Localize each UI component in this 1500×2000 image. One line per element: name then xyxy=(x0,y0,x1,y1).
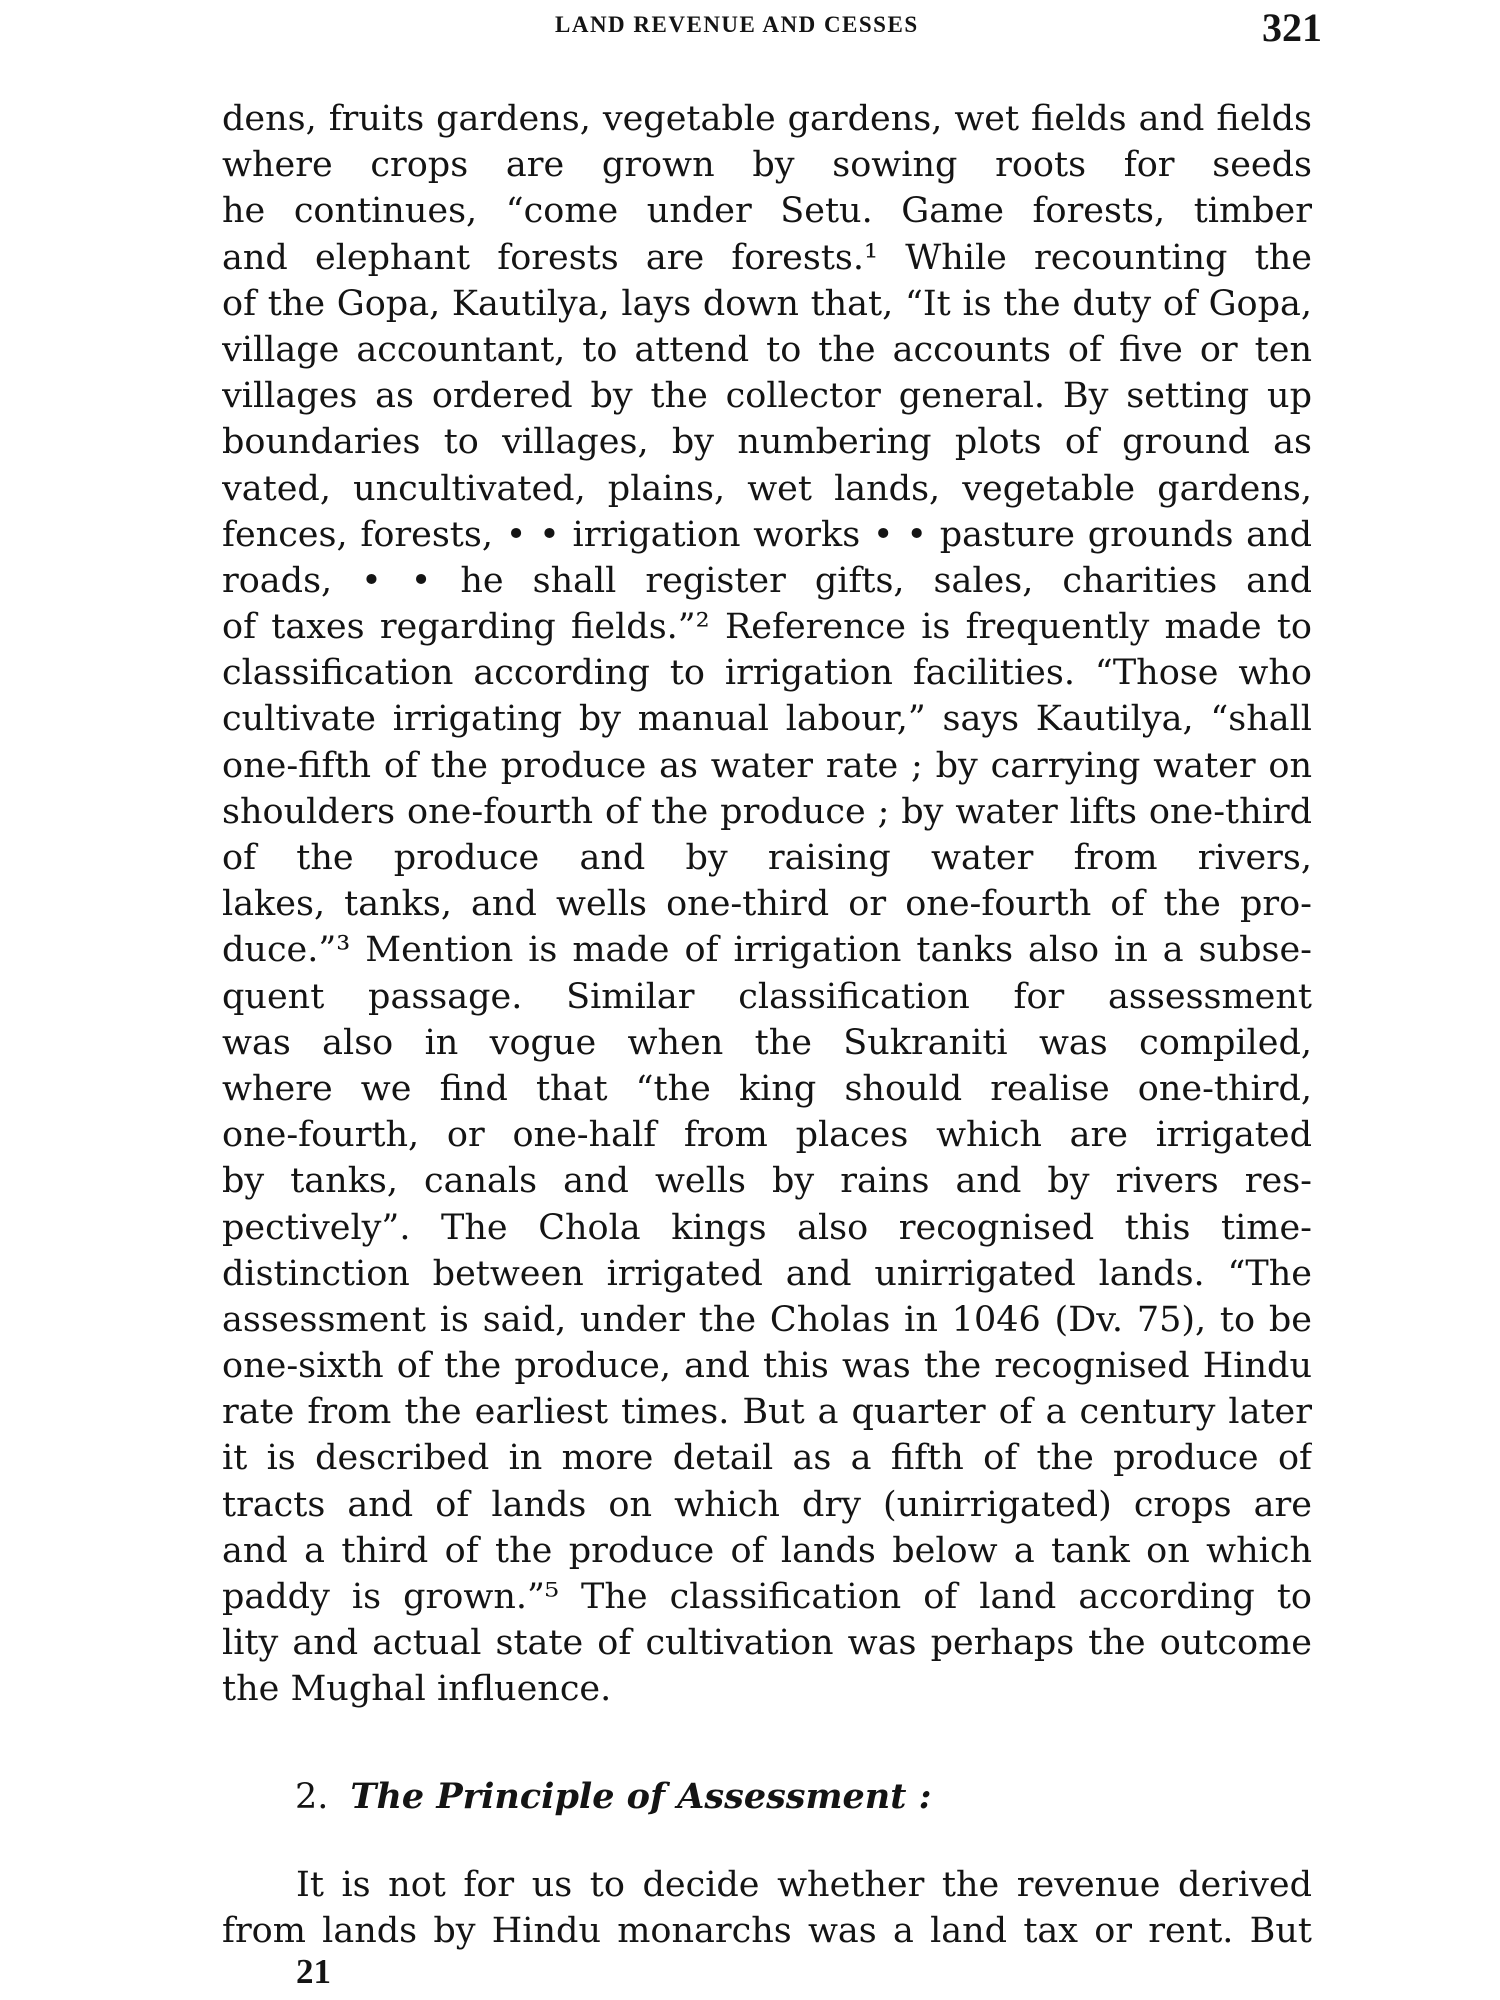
text-line: by tanks, canals and wells by rains and by rivers res- xyxy=(222,1161,1312,1202)
text-line: classification according to irrigation facilities. “Those who xyxy=(222,653,1312,694)
text-line: assessment is said, under the Cholas in 1046 (Dv. 75), to be xyxy=(222,1299,1312,1340)
text-line: of the Gopa, Kautilya, lays down that, “It is the duty of Gopa, xyxy=(222,283,1312,324)
text-line: duce.”³ Mention is made of irrigation tanks also in a subse- xyxy=(222,930,1312,971)
text-line: tracts and of lands on which dry (unirrigated) crops are xyxy=(222,1484,1312,1525)
text-line: of taxes regarding fields.”² Reference is frequently made to xyxy=(222,607,1312,648)
text-line: lakes, tanks, and wells one-third or one-fourth of the pro- xyxy=(222,884,1312,925)
text-line: fences, forests, • • irrigation works • • pasture grounds and xyxy=(222,514,1312,555)
text-line: villages as ordered by the collector general. By setting up xyxy=(222,376,1312,417)
body-paragraph xyxy=(222,96,1312,1713)
signature-mark: 21 xyxy=(296,1952,331,1991)
text-line: dens, fruits gardens, vegetable gardens, wet fields and fields xyxy=(222,99,1312,139)
section-title: The Principle of Assessment : xyxy=(350,1776,932,1817)
running-head: LAND REVENUE AND CESSES xyxy=(555,12,919,37)
text-line: of the produce and by raising water from rivers, xyxy=(222,838,1312,878)
text-line: village accountant, to attend to the accounts of five or ten xyxy=(222,329,1312,370)
page-number: 321 xyxy=(1262,5,1322,50)
text-line: it is described in more detail as a fifth of the produce of xyxy=(222,1438,1312,1479)
text-line: he continues, “come under Setu. Game forests, timber xyxy=(222,191,1312,232)
text-line: one-fourth, or one-half from places which are irrigated xyxy=(222,1115,1312,1156)
section-heading xyxy=(295,1774,932,1820)
text-line: roads, • • he shall register gifts, sales, charities and xyxy=(222,560,1312,601)
text-line: quent passage. Similar classification for assessment xyxy=(222,976,1312,1017)
section-number: 2. xyxy=(295,1777,329,1817)
text-line: one-sixth of the produce, and this was the recognised Hindu xyxy=(222,1346,1312,1387)
text-line: lity and actual state of cultivation was perhaps the outcome xyxy=(222,1623,1312,1664)
text-line: where we find that “the king should realise one-third, xyxy=(222,1068,1312,1109)
next-paragraph xyxy=(222,1862,1312,1954)
text-line: and a third of the produce of lands below a tank on which xyxy=(222,1530,1312,1571)
text-line: boundaries to villages, by numbering plots of ground as xyxy=(222,422,1312,463)
text-line-last: the Mughal influence. xyxy=(222,1669,612,1710)
text-line: and elephant forests are forests.¹ While recounting the xyxy=(222,237,1312,278)
text-line: was also in vogue when the Sukraniti was compiled, xyxy=(222,1022,1312,1063)
text-line: where crops are grown by sowing roots for seeds xyxy=(222,145,1312,186)
text-line: rate from the earliest times. But a quarter of a century later xyxy=(222,1392,1312,1433)
text-line: from lands by Hindu monarchs was a land tax or rent. But xyxy=(222,1911,1312,1952)
text-line: cultivate irrigating by manual labour,” says Kautilya, “shall xyxy=(222,699,1312,740)
text-line: It is not for us to decide whether the revenue derived xyxy=(296,1865,1312,1905)
text-line: distinction between irrigated and unirrigated lands. “The xyxy=(222,1253,1312,1294)
text-line: one-fifth of the produce as water rate ; by carrying water on xyxy=(222,745,1312,786)
text-line: shoulders one-fourth of the produce ; by water lifts one-third xyxy=(222,791,1312,832)
text-line: vated, uncultivated, plains, wet lands, vegetable gardens, xyxy=(222,468,1312,509)
text-line: pectively”. The Chola kings also recognised this time- xyxy=(222,1207,1312,1248)
text-line: paddy is grown.”⁵ The classification of land according to xyxy=(222,1577,1312,1617)
